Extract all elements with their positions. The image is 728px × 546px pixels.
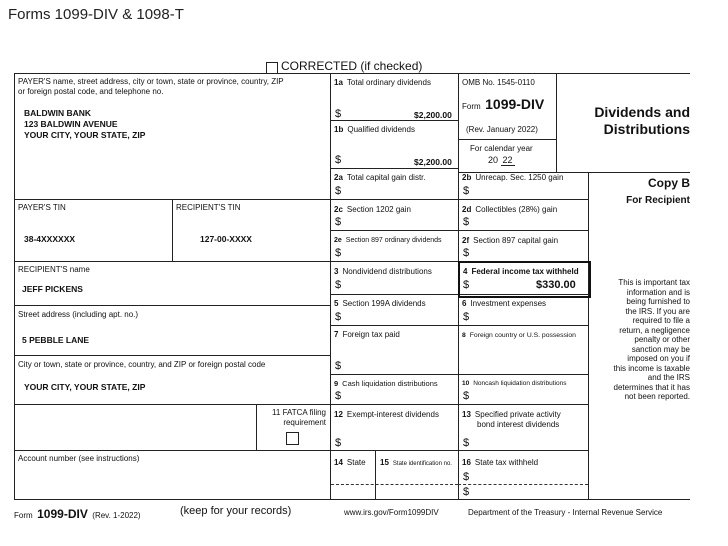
- omb-number: OMB No. 1545-0110: [462, 78, 535, 87]
- payer-tin-value: 38-4XXXXXX: [24, 234, 76, 244]
- box-16-dollar-2: $: [463, 486, 470, 498]
- form-title: Dividends and Distributions: [594, 104, 690, 137]
- box-9-label: 9 Cash liquidation distributions: [334, 379, 438, 388]
- footer-form: Form 1099-DIV (Rev. 1-2022): [14, 507, 141, 521]
- footer-url-link[interactable]: www.irs.gov/Form1099DIV: [344, 508, 439, 517]
- box-16-dollar-1: $: [463, 471, 470, 483]
- box-2a-dollar: $: [335, 185, 342, 197]
- copy-b-label: Copy B: [648, 176, 690, 190]
- street-label: Street address (including apt. no.): [18, 310, 139, 319]
- box-4-value: $330.00: [536, 279, 576, 291]
- payer-label: PAYER'S name, street address, city or town, state or province, country, ZIP or foreign postal code, and telephone no.: [18, 77, 284, 96]
- box-1b-value: $2,200.00: [414, 157, 452, 167]
- fatca-checkbox[interactable]: [286, 432, 299, 445]
- payer-tin-label: PAYER'S TIN: [18, 203, 66, 212]
- box-3-label: 3 Nondividend distributions: [334, 267, 432, 276]
- box-2b-dollar: $: [463, 185, 470, 197]
- omb-rev: (Rev. January 2022): [466, 125, 538, 134]
- box-2f-label: 2f Section 897 capital gain: [462, 236, 559, 245]
- box-4-label: 4 Federal income tax withheld: [463, 267, 579, 276]
- payer-street: 123 BALDWIN AVENUE: [24, 119, 118, 129]
- box-2c-label: 2c Section 1202 gain: [334, 205, 411, 214]
- box-2b-label: 2b Unrecap. Sec. 1250 gain: [462, 173, 564, 182]
- box-3-dollar: $: [335, 279, 342, 291]
- page-title: Forms 1099-DIV & 1098-T: [8, 6, 184, 23]
- box-2d-dollar: $: [463, 216, 470, 228]
- box-7-label: 7 Foreign tax paid: [334, 330, 400, 339]
- box-1b-dollar: $: [335, 154, 342, 166]
- box-14-label: 14 State: [334, 458, 366, 467]
- box-1b-label: 1b Qualified dividends: [334, 125, 415, 134]
- box-5-label: 5 Section 199A dividends: [334, 299, 426, 308]
- recipient-tin-value: 127-00-XXXX: [200, 234, 252, 244]
- for-recipient-label: For Recipient: [626, 195, 690, 206]
- city-label: City or town, state or province, country, and ZIP or foreign postal code: [18, 360, 266, 369]
- corrected-label: CORRECTED (if checked): [281, 59, 423, 73]
- box-2a-label: 2a Total capital gain distr.: [334, 173, 426, 182]
- fatca-label: 11 FATCA filing requirement: [272, 408, 326, 427]
- payer-name: BALDWIN BANK: [24, 108, 92, 118]
- box-13-dollar: $: [463, 437, 470, 449]
- recipient-name-value: JEFF PICKENS: [22, 284, 83, 294]
- box-5-dollar: $: [335, 311, 342, 323]
- calendar-label: For calendar year: [470, 144, 533, 153]
- footer-dept: Department of the Treasury - Internal Revenue Service: [468, 508, 663, 517]
- box-4-dollar: $: [463, 279, 470, 291]
- notice-text: This is important tax information and is being furnished to the IRS. If you are required to file a return, a negligence penalty or other sanction may be imposed on you if this income is taxable and the IRS determines that it has not been reported.: [613, 278, 690, 401]
- box-2d-label: 2d Collectibles (28%) gain: [462, 205, 558, 214]
- calendar-year: 20 22: [488, 155, 513, 165]
- box-7-dollar: $: [335, 360, 342, 372]
- box-13-label: 13 Specified private activity bond interest dividends: [462, 410, 561, 429]
- box-16-label: 16 State tax withheld: [462, 458, 539, 467]
- box-1a-value: $2,200.00: [414, 110, 452, 120]
- box-10-dollar: $: [463, 390, 470, 402]
- box-12-label: 12 Exempt-interest dividends: [334, 410, 439, 419]
- box-15-label: 15 State identification no.: [380, 458, 452, 467]
- box-12-dollar: $: [335, 437, 342, 449]
- recipient-tin-label: RECIPIENT'S TIN: [176, 203, 241, 212]
- payer-city: YOUR CITY, YOUR STATE, ZIP: [24, 130, 146, 140]
- box-2e-label: 2e Section 897 ordinary dividends: [334, 237, 442, 244]
- box-6-label: 6 Investment expenses: [462, 299, 547, 308]
- box-10-label: 10 Noncash liquidation distributions: [462, 380, 567, 387]
- box-9-dollar: $: [335, 390, 342, 402]
- box-2e-dollar: $: [335, 247, 342, 259]
- footer-keep: (keep for your records): [180, 505, 292, 517]
- box-6-dollar: $: [463, 311, 470, 323]
- box-2f-dollar: $: [463, 247, 470, 259]
- box-8-label: 8 Foreign country or U.S. possession: [462, 332, 576, 339]
- city-value: YOUR CITY, YOUR STATE, ZIP: [24, 382, 146, 392]
- omb-form: Form 1099-DIV: [462, 96, 545, 112]
- box-1a-dollar: $: [335, 108, 342, 120]
- recipient-name-label: RECIPIENT'S name: [18, 265, 90, 274]
- box-1a-label: 1a Total ordinary dividends: [334, 78, 431, 87]
- box-2c-dollar: $: [335, 216, 342, 228]
- account-label: Account number (see instructions): [18, 454, 140, 463]
- street-value: 5 PEBBLE LANE: [22, 335, 90, 345]
